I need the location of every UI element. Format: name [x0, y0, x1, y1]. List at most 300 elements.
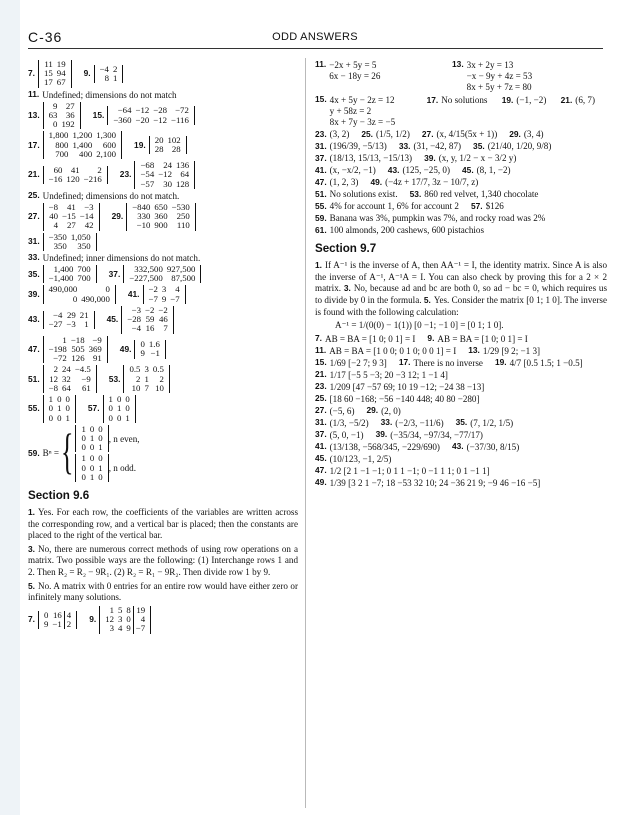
answer-r39: 39. (x, y, 1/2 − x − 3/2 y) — [424, 152, 517, 164]
matrix — [43, 265, 97, 283]
matrix — [43, 203, 100, 231]
answer-row — [28, 161, 298, 189]
matrix-cell: 0 — [81, 471, 86, 482]
matrix-cell: 61 — [82, 382, 91, 393]
answer-t13: 13. 1/29 [9 2; −1 3] — [468, 345, 541, 356]
matrix-row — [47, 354, 104, 363]
matrix-row — [153, 145, 183, 154]
answer-r41: 41. (x, −x/2, −1) — [315, 164, 376, 176]
matrix-cell: 0 — [98, 432, 103, 443]
answer-33: 33. Undefined; inner dimensions do not match. — [28, 252, 201, 263]
matrix-cell: −216 — [83, 173, 102, 184]
matrix-cell: 0 — [81, 462, 86, 473]
matrix-cell: 17 — [44, 77, 53, 88]
matrix-table — [147, 285, 182, 303]
matrix-cell: 10 — [131, 382, 141, 393]
matrix-cell: 64 — [62, 382, 71, 393]
matrix-cell: 0 — [81, 432, 86, 443]
matrix-table — [130, 203, 192, 231]
matrix-cell: 32 — [62, 373, 71, 384]
matrix-cell: −72 — [53, 353, 67, 364]
matrix-table — [47, 395, 72, 423]
answer-t37: 37. (5, 0, −1) — [315, 429, 364, 440]
answer-row — [28, 336, 298, 364]
matrix-cell: 3 — [161, 284, 167, 295]
matrix-table — [42, 611, 73, 629]
answer-t43: 43. (−37/30, 8/15) — [451, 441, 520, 452]
matrix-table — [47, 336, 104, 364]
inverse-calculation: A⁻¹ = 1/(0(0) − 1(1)) [0 −1; −1 0] = [0 1; 1 0]. — [335, 320, 504, 331]
matrix-cell: 2 — [97, 164, 102, 175]
matrix-cell: 41 — [67, 201, 76, 212]
matrix-cell: 1 — [65, 412, 70, 423]
answer-13: 13. 9 27 63 36 0 192 — [28, 102, 81, 130]
matrix-cell: −4 — [131, 323, 142, 334]
matrix-cell: 2 — [53, 364, 59, 375]
matrix-cell: 2 — [64, 620, 73, 629]
matrix-cell: 1 — [112, 72, 118, 83]
matrix-cell: 24 — [62, 364, 71, 375]
matrix-cell: 15 — [44, 68, 53, 79]
answer-row — [28, 60, 298, 88]
answer-t35: 35. (7, 1/2, 1/5) — [455, 417, 514, 428]
column-divider — [305, 58, 306, 808]
matrix-cell: 19 — [133, 606, 147, 615]
matrix-cell: 490,000 — [81, 293, 110, 304]
matrix-cell: −54 — [140, 169, 155, 180]
left-column — [28, 58, 298, 636]
answer-53: 53. 0.5 3 0.5 2 1 2 10 7 10 — [109, 365, 170, 393]
section-heading: Section 9.6 — [28, 489, 90, 503]
answer-45: 45. −3 −2 −2 −28 59 46 −4 16 7 — [107, 306, 174, 334]
matrix-cell: −116 — [171, 114, 189, 125]
answer-row — [28, 395, 298, 423]
matrix-cell: 1,300 — [96, 130, 117, 141]
answer-r59: 59. Banana was 3%, pumpkin was 7%, and rocky road was 2% — [315, 212, 546, 224]
matrix-cell: 360 — [154, 211, 168, 222]
matrix-cell: 110 — [176, 220, 190, 231]
matrix-cell: 1,200 — [72, 130, 93, 141]
matrix-cell: 1 — [98, 462, 103, 473]
answer-row — [315, 430, 607, 440]
answer-t15: 15. 1/69 [−2 7; 9 3] — [315, 357, 387, 368]
answer-t29: 29. (2, 0) — [366, 405, 401, 416]
matrix-cell: −530 — [171, 201, 190, 212]
matrix-cell: −198 — [48, 343, 67, 354]
matrix — [43, 311, 95, 329]
answer-row — [315, 382, 607, 392]
matrix-cell: −9 — [81, 373, 91, 384]
answer-t9: 9. AB = BA = [1 0; 0 1] = I — [427, 333, 528, 344]
matrix-row — [98, 74, 120, 83]
answer-row — [315, 189, 607, 199]
answer-r47: 47. (1, 2, 3) — [315, 176, 359, 188]
answer-row — [315, 370, 607, 380]
matrix-row — [147, 295, 182, 304]
answer-row — [28, 90, 298, 100]
matrix — [43, 131, 122, 159]
answer-37: 37. 332,500 927,500 −227,500 87,500 — [109, 265, 202, 283]
answer-t23: 23. 1/209 [47 −57 69; 10 19 −12; −24 38 −13] — [315, 381, 485, 392]
matrix-cell: 1 — [48, 394, 54, 405]
answer-row — [315, 418, 607, 428]
matrix-cell: 42 — [84, 220, 94, 231]
header-rule — [28, 48, 603, 49]
matrix-cell: 1 — [89, 471, 95, 482]
answer-11: 11. Undefined; dimensions do not match — [28, 89, 177, 100]
matrix — [143, 285, 186, 303]
matrix-cell: −2 — [158, 304, 168, 315]
matrix-cell: 1,400 — [53, 263, 74, 274]
matrix-table — [47, 166, 104, 184]
matrix-cell: 36 — [65, 109, 75, 120]
matrix — [75, 454, 108, 482]
matrix-cell: 60 — [53, 164, 63, 175]
matrix-cell: 0 — [126, 614, 131, 625]
augmented-matrix — [38, 611, 77, 629]
matrix-cell: 7 — [163, 323, 168, 334]
matrix-cell: 0 — [48, 412, 54, 423]
matrix-cell: 1,800 — [48, 130, 69, 141]
matrix-table — [47, 285, 112, 303]
matrix-cell: −20 — [135, 114, 150, 125]
matrix-cell: −57 — [140, 178, 155, 189]
matrix-cell: −10 — [136, 220, 151, 231]
answer-row — [315, 141, 607, 151]
matrix-cell: 1 — [81, 453, 86, 464]
matrix — [43, 365, 97, 393]
answer-t7: 7. AB = BA = [1 0; 0 1] = I — [315, 333, 416, 344]
matrix-cell: −8 — [48, 382, 59, 393]
matrix — [43, 336, 108, 364]
matrix — [103, 395, 136, 423]
answer-row — [28, 253, 298, 263]
matrix — [43, 285, 116, 303]
matrix-cell: 700 — [77, 263, 91, 274]
matrix-cell: −350 — [48, 231, 67, 242]
matrix-table — [47, 365, 93, 393]
answer-t45: 45. (10/123, −1, 2/5) — [315, 453, 392, 464]
matrix-cell: 0 — [57, 412, 62, 423]
answer-7: 7. 11 19 15 94 17 67 — [28, 60, 72, 88]
matrix-cell: 30 — [163, 178, 172, 189]
answer-51: 51. 2 24 −4.5 12 32 −9 −8 64 61 — [28, 365, 97, 393]
answer-s3: 3. No, there are numerous correct methods of using row operations on a matrix. Two possible ways are the following: (1) Interchange rows 1 and 2. Then R₂ = R₂ − 9R₁. (2) R₂ = R₁ − 9R₂. Then divide row 1 by 9. — [28, 543, 298, 578]
matrix-table — [127, 365, 165, 393]
matrix-cell: 10 — [155, 382, 164, 393]
answer-r57: 57. $126 — [470, 200, 504, 212]
matrix-cell: 0 — [98, 471, 103, 482]
matrix-cell: 0.5 — [129, 364, 141, 375]
matrix-cell: 28 — [171, 144, 181, 155]
answer-21: 21. 60 41 2 −16 120 −216 — [28, 166, 108, 184]
matrix-row — [47, 150, 118, 159]
matrix-cell: 4 — [53, 220, 59, 231]
matrix-cell: 4 — [175, 284, 180, 295]
matrix-table — [153, 136, 183, 154]
matrix-row — [138, 349, 161, 358]
answer-row — [28, 365, 298, 393]
matrix-table — [127, 265, 197, 283]
answer-r43: 43. (125, −25, 0) — [387, 164, 450, 176]
answer-row — [315, 60, 607, 93]
matrix-cell: 64 — [180, 169, 190, 180]
matrix-cell: 5 — [117, 604, 123, 615]
matrix-cell: 0 — [89, 462, 95, 473]
augmented-matrix — [99, 606, 151, 634]
answer-15: 15. −64 −12 −28 −72 −360 −20 −12 −116 — [93, 106, 195, 124]
matrix-cell: 1 — [125, 412, 130, 423]
matrix-cell: 350 — [53, 240, 67, 251]
matrix-cell: 12 — [49, 373, 59, 384]
matrix-cell: −7 — [148, 293, 158, 304]
matrix-row — [47, 242, 93, 251]
matrix-table — [47, 102, 77, 130]
matrix-cell: 0 — [116, 412, 122, 423]
matrix-cell: 900 — [154, 220, 168, 231]
answer-row — [315, 201, 607, 211]
matrix-cell: 1 — [116, 403, 122, 414]
answer-47: 47. 1 −18 −9 −198 505 369 −72 126 91 — [28, 336, 108, 364]
answer-29: 29. −840 650 −530 330 360 250 −10 900 110 — [112, 203, 196, 231]
answer-17: 17. 1,800 1,200 1,300 800 1,400 600 700 400 2,100 — [28, 131, 122, 159]
answer-row — [28, 102, 298, 130]
matrix-cell: −2 — [148, 284, 158, 295]
answer-r55: 55. 4% for account 1, 6% for account 2 — [315, 200, 459, 212]
matrix-cell: 400 — [79, 148, 93, 159]
page-number: C-36 — [28, 29, 63, 45]
matrix-row — [47, 295, 112, 304]
matrix-cell: 7 — [144, 382, 149, 393]
answer-r53: 53. 860 red velvet, 1,340 chocolate — [409, 188, 539, 200]
answer-s5: 5. No. A matrix with 0 entries for an entire row would have either zero or infinitely many solutions. — [28, 580, 298, 603]
matrix-cell: 192 — [61, 119, 75, 130]
matrix-row — [47, 320, 91, 329]
matrix-cell: 4 — [117, 623, 123, 634]
matrix-cell: 0.5 — [152, 364, 164, 375]
answer-57: 57. 1 0 0 0 1 0 0 0 1 — [88, 395, 136, 423]
matrix-cell: −2 — [145, 304, 155, 315]
matrix-cell: 40 — [49, 211, 59, 222]
matrix-cell: 136 — [175, 160, 190, 171]
matrix-row — [127, 274, 197, 283]
answer-43: 43. −4 29 21 −27 −3 1 — [28, 311, 95, 329]
matrix-row — [47, 414, 72, 423]
matrix-cell: −27 — [48, 318, 63, 329]
answer-row — [315, 213, 607, 223]
matrix — [149, 136, 187, 154]
matrix — [121, 306, 174, 334]
matrix — [94, 65, 124, 83]
answer-r11: 11. −2x + 5y = 5 6x − 18y = 26 — [315, 59, 381, 81]
answer-r29: 29. (3, 4) — [509, 128, 544, 140]
matrix — [43, 233, 97, 251]
answer-39: 39. 490,000 0 0 490,000 — [28, 285, 116, 303]
matrix-cell: 3 — [117, 614, 123, 625]
matrix-cell: 27 — [67, 220, 76, 231]
matrix-cell: 1 — [109, 604, 114, 615]
right-column — [315, 58, 607, 490]
matrix-cell: −12 — [153, 114, 168, 125]
answer-27: 27. −8 41 −3 40 −15 −14 4 27 42 — [28, 203, 100, 231]
answer-r49: 49. (−4z + 17/7, 3z − 10/7, z) — [370, 176, 479, 188]
matrix-cell: 3 — [144, 364, 149, 375]
answer-r33: 33. (31, −42, 87) — [398, 140, 462, 152]
answer-row — [315, 129, 607, 139]
matrix-cell: 2 — [136, 373, 141, 384]
matrix-cell: 4 — [133, 615, 147, 624]
matrix-cell: 600 — [102, 139, 117, 150]
matrix-cell: −68 — [140, 160, 155, 171]
matrix-cell: 1.6 — [148, 339, 160, 350]
answer-t47: 47. 1/2 [2 1 −1 −1; 0 1 1 −1; 0 −1 1 1; 0 1 −1 1] — [315, 465, 490, 476]
matrix-cell: 27 — [65, 100, 75, 111]
answer-t41: 41. (13/138, −568/345, −229/690) — [315, 441, 440, 452]
matrix-cell: 8 — [126, 604, 131, 615]
matrix-cell: 2 — [112, 63, 118, 74]
matrix-cell: 1 — [81, 423, 86, 434]
matrix-table — [125, 306, 170, 334]
answer-59: 59. Bⁿ = { 1 0 0 0 1 0 0 0 1 , n even, 1 0 0 0 0 1 0 1 0 , n odd. — [28, 423, 140, 482]
matrix — [107, 106, 195, 124]
matrix-row — [127, 384, 165, 393]
matrix-cell: 330 — [137, 211, 151, 222]
section-heading: Section 9.7 — [315, 242, 377, 256]
answer-s1: 1. Yes. For each row, the coefficients of the variables are written across the corresponding row, and a vertical bar is placed; then the constants are placed to the right of the vertical bar. — [28, 506, 298, 541]
matrix-cell: 0 — [72, 293, 78, 304]
answer-row — [315, 165, 607, 175]
matrix-cell: 128 — [175, 178, 190, 189]
answer-r23: 23. (3, 2) — [315, 128, 350, 140]
matrix-cell: −360 — [113, 114, 132, 125]
page-title: ODD ANSWERS — [272, 31, 358, 43]
answer-r15: 15. 4x + 5y − 2z = 12 y + 58z = 2 8x + 7y − 3z = −5 — [315, 93, 396, 127]
matrix-cell: 126 — [71, 353, 85, 364]
matrix-cell: 250 — [176, 211, 190, 222]
matrix-cell: 29 — [67, 309, 76, 320]
answer-t21: 21. 1/17 [−5 5 −3; 20 −3 12; 1 −1 4] — [315, 369, 448, 380]
answer-row — [315, 334, 607, 344]
matrix-cell: −4 — [53, 309, 63, 320]
matrix-row — [111, 116, 191, 125]
answer-49: 49. 0 1.6 9 −1 — [120, 340, 166, 358]
answer-t33: 33. (−2/3, −11/6) — [380, 417, 444, 428]
matrix-cell: 102 — [167, 135, 181, 146]
matrix-cell: 0 — [125, 394, 130, 405]
answer-41: 41. −2 3 4 −7 9 −7 — [128, 285, 186, 303]
matrix-cell: 12 — [105, 614, 114, 625]
matrix-cell: −227,500 — [129, 273, 163, 284]
matrix-cell: −14 — [79, 211, 94, 222]
matrix-cell: −7 — [133, 624, 147, 633]
matrix-cell: 8 — [104, 72, 109, 83]
matrix-cell: 0 — [98, 453, 103, 464]
answer-r27: 27. (x, 4/15(5x + 1)) — [421, 128, 498, 140]
matrix — [43, 166, 108, 184]
answer-r61: 61. 100 almonds, 200 cashews, 600 pistachios — [315, 224, 484, 236]
answer-r37: 37. (18/13, 15/13, −15/13) — [315, 152, 413, 164]
matrix-cell: 0 — [89, 442, 95, 453]
answer-r19: 19. (−1, −2) — [501, 94, 547, 106]
matrix-row — [138, 180, 191, 189]
matrix-cell: 1 — [57, 403, 62, 414]
matrix-cell: 2 — [159, 373, 164, 384]
matrix-cell: 0 — [108, 403, 113, 414]
matrix-cell: 0 — [57, 394, 62, 405]
matrix-cell: −4 — [99, 63, 109, 74]
matrix-table — [47, 311, 91, 329]
matrix-row — [47, 221, 96, 230]
matrix-cell: 67 — [56, 77, 66, 88]
matrix-cell: 46 — [158, 314, 168, 325]
matrix-cell: −1,400 — [48, 273, 74, 284]
answer-r51: 51. No solutions exist. — [315, 188, 398, 200]
matrix-cell: 350 — [77, 240, 91, 251]
matrix-cell: −1 — [52, 618, 62, 629]
matrix-cell: 0 — [89, 423, 95, 434]
matrix-cell: −72 — [175, 105, 189, 116]
matrix-cell: 87,500 — [171, 273, 196, 284]
matrix-cell: 0 — [125, 403, 130, 414]
matrix — [38, 60, 72, 88]
matrix-cell: −3 — [131, 304, 142, 315]
matrix-cell: −4.5 — [74, 364, 91, 375]
matrix-cell: 1,050 — [70, 231, 91, 242]
matrix-table — [47, 203, 96, 231]
matrix-cell: 650 — [154, 201, 168, 212]
matrix-cell: 59 — [145, 314, 155, 325]
matrix-cell: 490,000 — [48, 284, 78, 295]
answer-t25: 25. [18 60 −168; −56 −140 448; 40 80 −280] — [315, 393, 480, 404]
matrix-cell: −15 — [62, 211, 76, 222]
matrix-row — [79, 443, 104, 452]
answer-31: 31. −350 1,050 350 350 — [28, 233, 97, 251]
matrix-table — [103, 606, 147, 634]
brace-symbol: { — [61, 424, 74, 481]
matrix-cell: 9 — [126, 623, 131, 634]
matrix-table — [47, 131, 118, 159]
matrix-row — [47, 120, 77, 129]
matrix-cell: 0 — [44, 609, 49, 620]
answer-row — [28, 306, 298, 334]
matrix-row — [47, 384, 93, 393]
answer-r35: 35. (21/40, 1/20, 9/8) — [473, 140, 552, 152]
matrix-cell: −3 — [66, 318, 76, 329]
matrix-cell: −12 — [135, 105, 150, 116]
answer-r17: 17. No solutions — [426, 94, 488, 106]
matrix-cell: 927,500 — [166, 263, 196, 274]
matrix-row — [79, 473, 104, 482]
answer-row — [315, 466, 607, 476]
matrix-cell: 1 — [144, 373, 149, 384]
answer-row — [315, 442, 607, 452]
answer-row — [315, 358, 607, 368]
answer-row — [315, 394, 607, 404]
matrix-cell: 24 — [163, 160, 172, 171]
matrix-row — [47, 175, 104, 184]
answer-row — [315, 346, 607, 356]
matrix-table — [47, 233, 93, 251]
answer-55: 55. 1 0 0 0 1 0 0 0 1 — [28, 395, 76, 423]
answer-r21: 21. (6, 7) — [560, 94, 595, 106]
matrix-cell: −7 — [170, 293, 180, 304]
matrix-cell: 1 — [84, 318, 89, 329]
answer-9: 9. −4 2 8 1 — [84, 65, 124, 83]
matrix-cell: 0 — [98, 423, 103, 434]
answer-t39: 39. (−35/34, −97/34, −77/17) — [375, 429, 483, 440]
matrix — [123, 365, 169, 393]
matrix-cell: −1 — [150, 348, 160, 359]
